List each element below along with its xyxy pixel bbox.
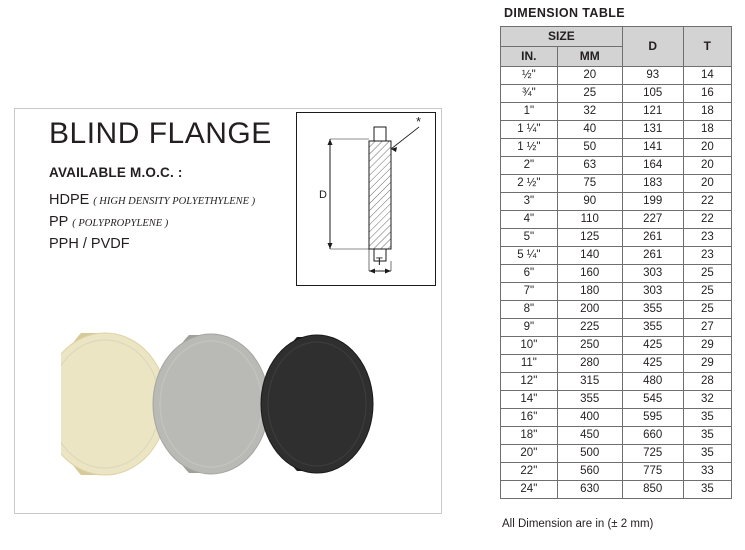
material-row <box>49 235 130 252</box>
cell-size-mm: 560 <box>557 463 622 481</box>
cell-d: 93 <box>622 67 683 85</box>
table-row <box>501 139 732 157</box>
cell-t: 29 <box>683 355 731 373</box>
cell-t: 18 <box>683 103 731 121</box>
cell-size-in: 6" <box>501 265 558 283</box>
table-row <box>501 301 732 319</box>
cell-size-in: 20" <box>501 445 558 463</box>
cell-size-in: 11" <box>501 355 558 373</box>
table-row <box>501 175 732 193</box>
cell-t: 32 <box>683 391 731 409</box>
table-row <box>501 211 732 229</box>
cell-size-mm: 355 <box>557 391 622 409</box>
column-header-t: T <box>683 27 731 67</box>
material-expansion: ( HIGH DENSITY POLYETHYLENE ) <box>93 196 256 207</box>
cell-size-in: 1" <box>501 103 558 121</box>
cell-size-mm: 140 <box>557 247 622 265</box>
cell-d: 261 <box>622 229 683 247</box>
cell-t: 20 <box>683 157 731 175</box>
table-row <box>501 103 732 121</box>
technical-drawing <box>296 112 436 286</box>
cell-d: 131 <box>622 121 683 139</box>
cell-size-mm: 630 <box>557 481 622 499</box>
table-row <box>501 265 732 283</box>
table-row <box>501 157 732 175</box>
cell-t: 20 <box>683 175 731 193</box>
table-header-group-row <box>501 27 732 47</box>
cell-size-in: 3" <box>501 193 558 211</box>
cell-t: 25 <box>683 265 731 283</box>
cell-size-mm: 63 <box>557 157 622 175</box>
cell-size-in: 5" <box>501 229 558 247</box>
cell-size-mm: 160 <box>557 265 622 283</box>
cell-t: 20 <box>683 139 731 157</box>
cell-size-mm: 315 <box>557 373 622 391</box>
cell-d: 164 <box>622 157 683 175</box>
column-header-d: D <box>622 27 683 67</box>
cell-d: 480 <box>622 373 683 391</box>
cell-size-mm: 110 <box>557 211 622 229</box>
cell-d: 425 <box>622 355 683 373</box>
cell-t: 14 <box>683 67 731 85</box>
table-row <box>501 67 732 85</box>
table-row <box>501 481 732 499</box>
cell-size-in: 1 ½" <box>501 139 558 157</box>
blind-flange-section-drawing <box>297 113 435 285</box>
cell-t: 25 <box>683 283 731 301</box>
cell-t: 35 <box>683 409 731 427</box>
cell-size-in: 2" <box>501 157 558 175</box>
cell-size-in: 18" <box>501 427 558 445</box>
table-row <box>501 229 732 247</box>
cell-t: 35 <box>683 445 731 463</box>
cell-d: 105 <box>622 85 683 103</box>
cell-d: 595 <box>622 409 683 427</box>
cell-size-in: 1 ¼" <box>501 121 558 139</box>
column-group-size: SIZE <box>501 27 623 47</box>
cell-size-mm: 180 <box>557 283 622 301</box>
moc-heading: AVAILABLE M.O.C. : <box>49 165 183 180</box>
star-note-label: * <box>416 114 422 129</box>
cell-d: 183 <box>622 175 683 193</box>
cell-d: 850 <box>622 481 683 499</box>
cell-size-mm: 75 <box>557 175 622 193</box>
table-row <box>501 283 732 301</box>
cell-t: 35 <box>683 427 731 445</box>
cell-size-mm: 250 <box>557 337 622 355</box>
cell-d: 775 <box>622 463 683 481</box>
material-row <box>49 213 168 230</box>
dimension-table <box>500 26 732 499</box>
cell-d: 121 <box>622 103 683 121</box>
table-row <box>501 337 732 355</box>
cell-size-in: 9" <box>501 319 558 337</box>
cell-d: 660 <box>622 427 683 445</box>
cell-size-in: 8" <box>501 301 558 319</box>
table-row <box>501 121 732 139</box>
cell-t: 28 <box>683 373 731 391</box>
cell-size-mm: 200 <box>557 301 622 319</box>
cell-d: 725 <box>622 445 683 463</box>
cell-d: 199 <box>622 193 683 211</box>
cell-size-mm: 280 <box>557 355 622 373</box>
page-title: BLIND FLANGE <box>49 117 272 150</box>
cell-size-in: 24" <box>501 481 558 499</box>
cell-size-mm: 90 <box>557 193 622 211</box>
table-body <box>501 67 732 499</box>
material-name: PPH / PVDF <box>49 236 130 252</box>
table-head <box>501 27 732 67</box>
cell-size-in: 2 ½" <box>501 175 558 193</box>
cell-size-in: 7" <box>501 283 558 301</box>
cell-t: 16 <box>683 85 731 103</box>
cell-d: 355 <box>622 319 683 337</box>
cell-t: 18 <box>683 121 731 139</box>
table-row <box>501 391 732 409</box>
material-row <box>49 191 255 208</box>
table-row <box>501 193 732 211</box>
cell-size-mm: 400 <box>557 409 622 427</box>
dimension-table-heading: DIMENSION TABLE <box>504 6 626 20</box>
discs-svg <box>61 297 401 503</box>
cell-d: 545 <box>622 391 683 409</box>
cell-t: 23 <box>683 247 731 265</box>
cell-d: 355 <box>622 301 683 319</box>
product-info-panel <box>14 108 442 514</box>
cell-d: 261 <box>622 247 683 265</box>
cell-size-in: 14" <box>501 391 558 409</box>
table-row <box>501 85 732 103</box>
cell-t: 35 <box>683 481 731 499</box>
dimension-note: All Dimension are in (± 2 mm) <box>502 518 654 530</box>
cell-size-mm: 32 <box>557 103 622 121</box>
hdpe-cream-flange <box>61 333 167 475</box>
cell-t: 22 <box>683 193 731 211</box>
cell-d: 227 <box>622 211 683 229</box>
table-row <box>501 463 732 481</box>
table-row <box>501 319 732 337</box>
cell-size-in: 10" <box>501 337 558 355</box>
cell-size-mm: 500 <box>557 445 622 463</box>
material-expansion: ( POLYPROPYLENE ) <box>72 218 169 229</box>
cell-t: 27 <box>683 319 731 337</box>
cell-t: 23 <box>683 229 731 247</box>
material-name: HDPE <box>49 192 90 208</box>
table-row <box>501 373 732 391</box>
cell-d: 141 <box>622 139 683 157</box>
cell-size-in: 12" <box>501 373 558 391</box>
cell-d: 303 <box>622 283 683 301</box>
cell-size-in: ½" <box>501 67 558 85</box>
table-row <box>501 247 732 265</box>
cell-size-in: 22" <box>501 463 558 481</box>
table-row <box>501 427 732 445</box>
column-header-mm: MM <box>557 47 622 67</box>
cell-size-mm: 40 <box>557 121 622 139</box>
table-row <box>501 409 732 427</box>
cell-size-in: 4" <box>501 211 558 229</box>
flange-discs-illustration <box>61 297 401 503</box>
cell-t: 33 <box>683 463 731 481</box>
cell-size-mm: 25 <box>557 85 622 103</box>
cell-d: 303 <box>622 265 683 283</box>
cell-size-mm: 450 <box>557 427 622 445</box>
cell-size-mm: 20 <box>557 67 622 85</box>
cell-size-in: 16" <box>501 409 558 427</box>
table-row <box>501 445 732 463</box>
cell-t: 29 <box>683 337 731 355</box>
cell-size-in: 5 ¼" <box>501 247 558 265</box>
cell-t: 22 <box>683 211 731 229</box>
cell-size-in: ¾" <box>501 85 558 103</box>
cell-size-mm: 125 <box>557 229 622 247</box>
pvdf-black-flange <box>261 335 373 473</box>
cell-size-mm: 50 <box>557 139 622 157</box>
cell-size-mm: 225 <box>557 319 622 337</box>
table-row <box>501 355 732 373</box>
cell-t: 25 <box>683 301 731 319</box>
dimension-label-d: D <box>319 189 327 201</box>
cell-d: 425 <box>622 337 683 355</box>
dimension-label-t: T <box>376 256 383 268</box>
column-header-in: IN. <box>501 47 558 67</box>
material-name: PP <box>49 214 69 230</box>
pp-grey-flange <box>153 334 269 474</box>
